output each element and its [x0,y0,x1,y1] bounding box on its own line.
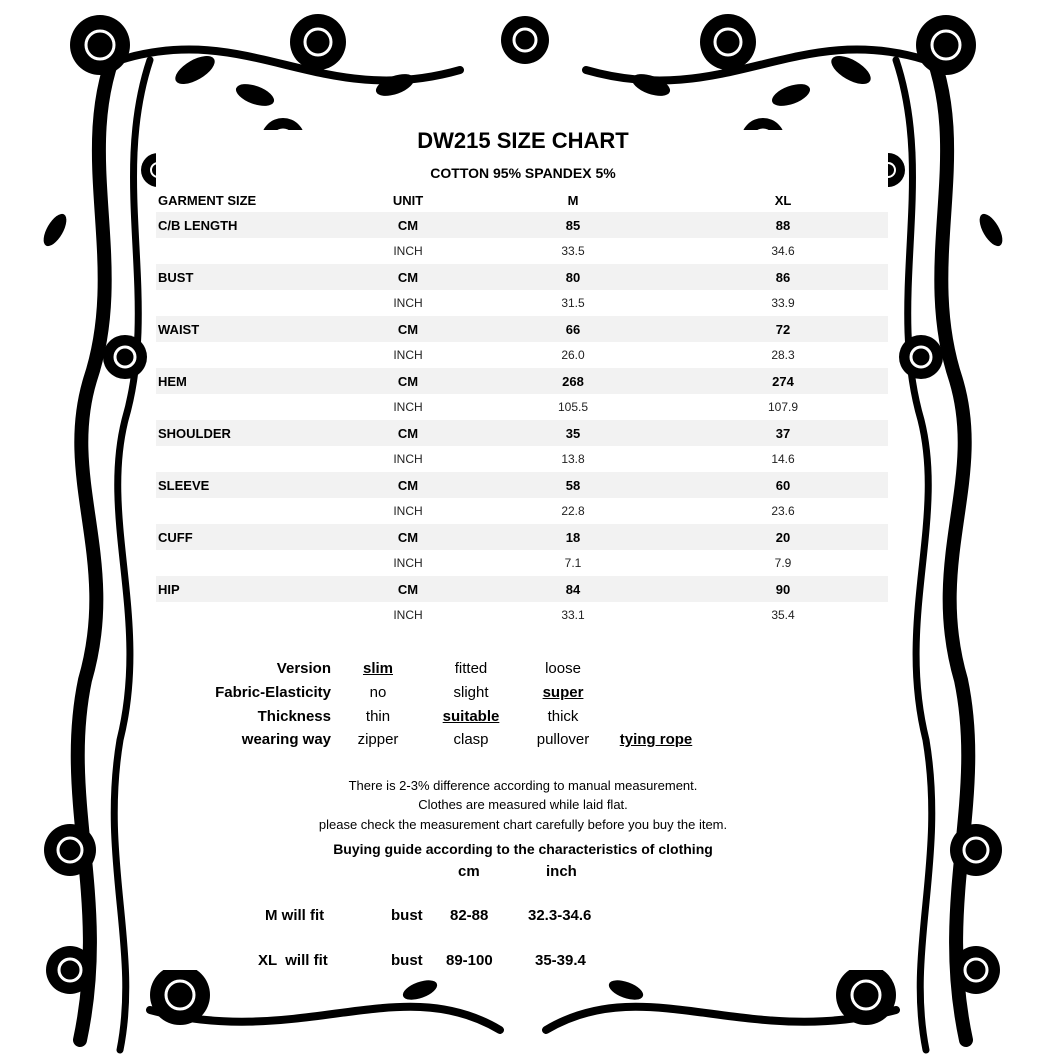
rose-icon [916,15,976,75]
rose-icon [899,335,943,379]
guide-row-inch: 32.3-34.6 [528,907,592,924]
measurement-name-blank [156,446,348,472]
table-row [156,238,888,264]
table-row [156,576,888,602]
size-xl-cm: 60 [678,472,888,498]
measurement-name-blank [156,498,348,524]
table-row [156,342,888,368]
guide-row-label: M will fit [265,907,325,924]
attribute-option-selected: super [542,684,584,701]
unit-cell: INCH [393,296,423,310]
size-m-cm: 80 [468,264,678,290]
measurement-name-blank [156,342,348,368]
size-m-inch: 26.0 [561,348,585,362]
measurement-name-blank [156,290,348,316]
unit-cell: INCH [393,348,423,362]
size-m-cm: 66 [468,316,678,342]
size-xl-inch: 28.3 [771,348,795,362]
table-row [156,472,888,498]
size-xl-inch: 33.9 [771,296,795,310]
attribute-label: Thickness [257,708,331,725]
rose-icon [700,14,756,70]
guide-row-inch: 35-39.4 [535,952,586,969]
column-header: XL [774,192,792,208]
unit-cell: CM [348,472,468,498]
attribute-option-selected: slim [362,660,393,677]
table-row [156,368,888,394]
attribute-option: loose [545,660,581,677]
size-m-cm: 268 [468,368,678,394]
table-row [156,550,888,576]
size-chart-body [156,212,888,628]
size-xl-inch: 35.4 [771,608,795,622]
note-line: There is 2-3% difference according to manual measurement. [348,778,698,793]
size-xl-cm: 90 [678,576,888,602]
table-header-row [156,188,888,212]
rose-icon [150,965,210,1025]
rose-icon [70,15,130,75]
table-row [156,524,888,550]
unit-cell: INCH [393,452,423,466]
size-m-cm: 85 [468,212,678,238]
measurement-name-blank [156,394,348,420]
size-m-inch: 7.1 [564,556,582,570]
attribute-option: slight [453,684,489,701]
measurement-name-blank [156,238,348,264]
table-row [156,264,888,290]
attribute-label: wearing way [241,731,331,748]
guide-col-cm: cm [458,863,480,880]
size-m-inch: 31.5 [561,296,585,310]
size-xl-cm: 20 [678,524,888,550]
size-chart-table [156,188,888,628]
measurement-name: BUST [156,264,348,290]
unit-cell: CM [348,368,468,394]
table-row [156,316,888,342]
measurement-name-blank [156,550,348,576]
guide-row-label: XL will fit [258,952,328,969]
unit-cell: INCH [393,608,423,622]
guide-row-cm: 82-88 [450,907,489,924]
guide-row-part: bust [391,952,423,969]
unit-cell: INCH [393,504,423,518]
table-row [156,498,888,524]
note-line: Clothes are measured while laid flat. [418,797,628,812]
table-row [156,394,888,420]
size-m-inch: 33.1 [561,608,585,622]
unit-cell: CM [348,524,468,550]
table-row [156,290,888,316]
measurement-name: SLEEVE [156,472,348,498]
size-xl-inch: 34.6 [771,244,795,258]
unit-cell: CM [348,316,468,342]
size-m-inch: 33.5 [561,244,585,258]
rose-icon [952,946,1000,994]
attribute-option: clasp [453,731,489,748]
measurement-name: CUFF [156,524,348,550]
attribute-option-selected: suitable [442,708,500,725]
unit-cell: CM [348,212,468,238]
size-xl-cm: 274 [678,368,888,394]
size-m-cm: 84 [468,576,678,602]
size-xl-inch: 14.6 [771,452,795,466]
attribute-option: pullover [536,731,590,748]
unit-cell: INCH [393,244,423,258]
size-xl-cm: 72 [678,316,888,342]
rose-icon [103,335,147,379]
buying-guide-title: Buying guide according to the characteristics of clothing [333,841,713,857]
attribute-option: zipper [357,731,399,748]
measurement-name: HIP [156,576,348,602]
measurement-name: C/B LENGTH [156,212,348,238]
rose-icon [46,946,94,994]
size-m-cm: 35 [468,420,678,446]
size-m-inch: 13.8 [561,452,585,466]
unit-cell: CM [348,420,468,446]
unit-cell: CM [348,264,468,290]
size-xl-inch: 7.9 [774,556,792,570]
rose-icon [836,965,896,1025]
attribute-option: fitted [454,660,488,677]
guide-row-part: bust [391,907,423,924]
table-row [156,446,888,472]
measurement-name: WAIST [156,316,348,342]
measurement-name-blank [156,602,348,628]
unit-cell: CM [348,576,468,602]
attribute-option-selected: tying rope [619,731,693,748]
size-m-inch: 105.5 [557,400,589,414]
size-xl-inch: 23.6 [771,504,795,518]
size-xl-cm: 37 [678,420,888,446]
size-m-inch: 22.8 [561,504,585,518]
attribute-label: Fabric-Elasticity [215,684,331,701]
size-m-cm: 18 [468,524,678,550]
table-row [156,420,888,446]
attribute-label: Version [276,660,331,677]
column-header: UNIT [392,192,424,208]
attribute-option: thick [547,708,579,725]
size-xl-cm: 86 [678,264,888,290]
guide-col-inch: inch [546,863,577,880]
rose-icon [501,16,549,64]
page-title: DW215 SIZE CHART [417,128,629,153]
fabric-composition: COTTON 95% SPANDEX 5% [430,165,616,181]
measurement-name: HEM [156,368,348,394]
size-xl-inch: 107.9 [767,400,799,414]
attribute-option: no [369,684,387,701]
guide-row-cm: 89-100 [446,952,493,969]
attribute-option: thin [365,708,391,725]
unit-cell: INCH [393,400,423,414]
unit-cell: INCH [393,556,423,570]
size-xl-cm: 88 [678,212,888,238]
size-m-cm: 58 [468,472,678,498]
column-header: GARMENT SIZE [158,192,257,208]
note-line: please check the measurement chart carefully before you buy the item. [318,817,728,832]
column-header: M [567,192,579,208]
measurement-name: SHOULDER [156,420,348,446]
table-row [156,602,888,628]
rose-icon [290,14,346,70]
table-row [156,212,888,238]
